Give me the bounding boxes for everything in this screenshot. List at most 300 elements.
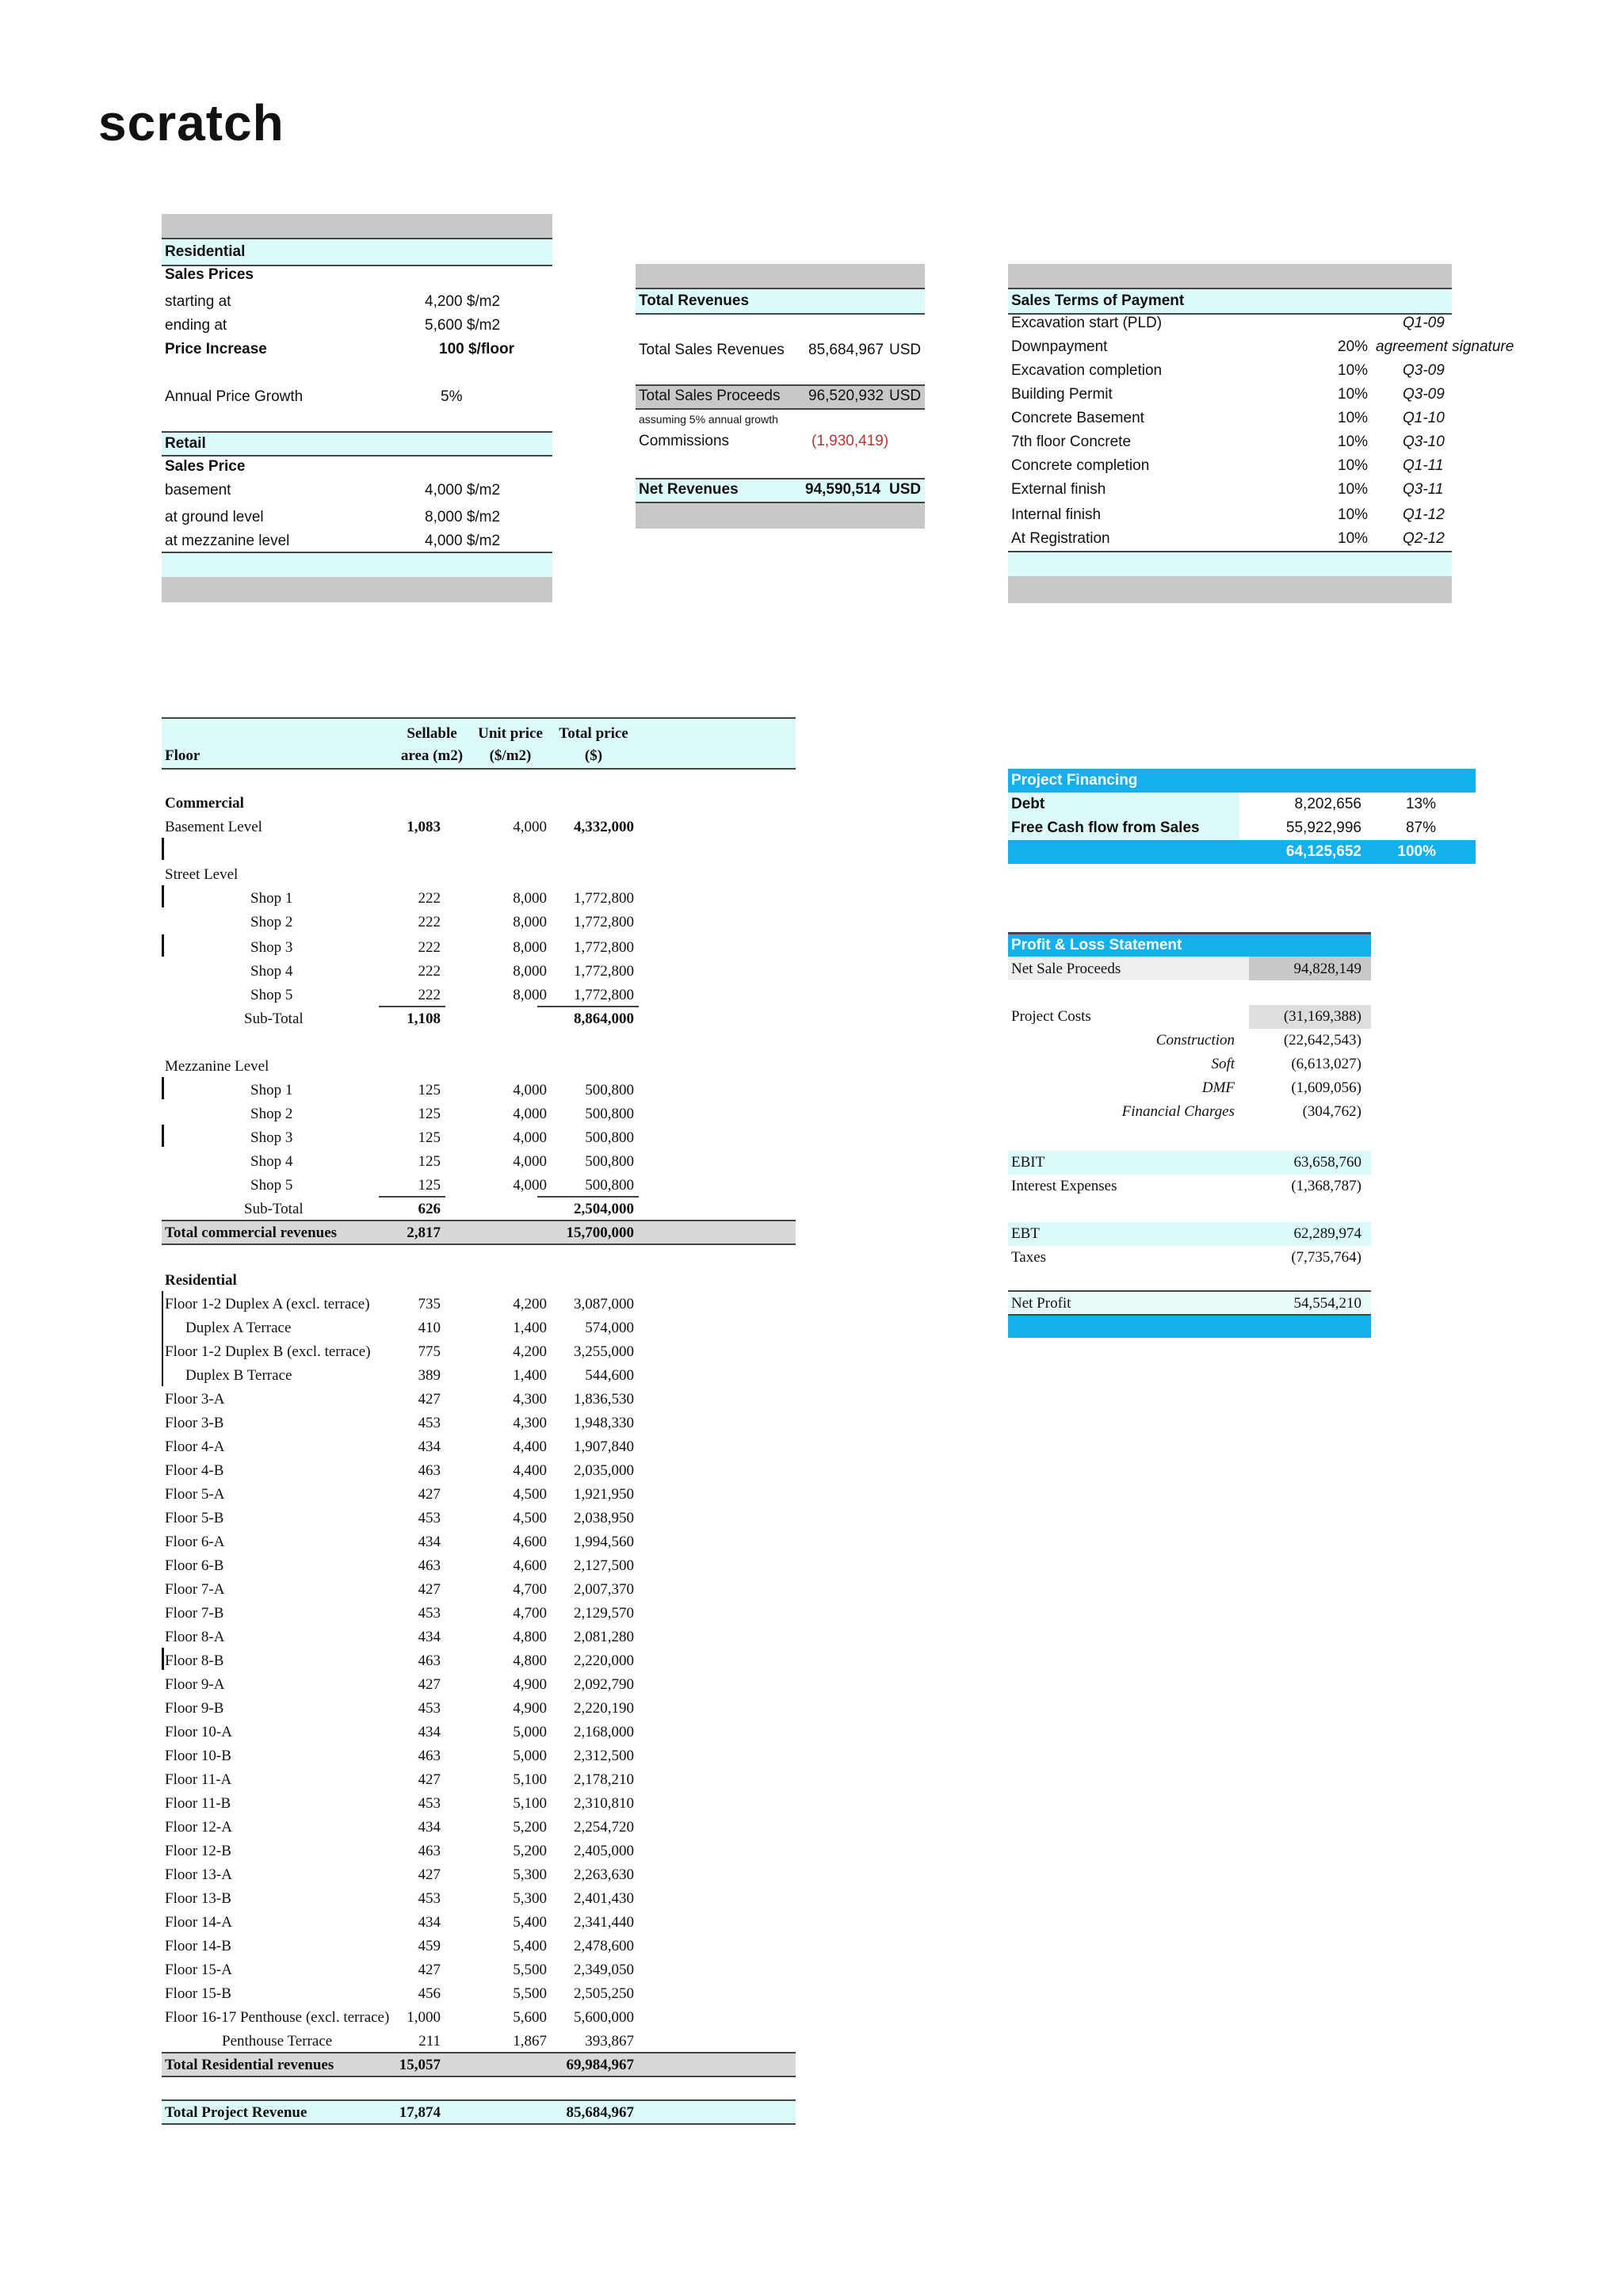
residential-floor-row-total: 2,035,000: [574, 1462, 634, 1479]
project-total-row-label: Total Project Revenue: [165, 2104, 307, 2121]
mezz-shop-row-label: Shop 1: [250, 1082, 293, 1098]
fcf-pct: 87%: [1405, 819, 1436, 836]
residential-floor-row-area: 427: [418, 1391, 441, 1408]
growth-label: Annual Price Growth: [165, 388, 304, 405]
residential-floor-row: [162, 1935, 796, 1958]
residential-floor-row-area: 463: [418, 1557, 441, 1574]
financing-total-value: 64,125,652: [1285, 843, 1361, 860]
residential-floor-row-unit: 5,100: [513, 1771, 547, 1788]
debt-value: 8,202,656: [1294, 796, 1361, 812]
commercial-total-row-area: 2,817: [407, 1224, 441, 1241]
sales-revenues-unit: USD: [889, 342, 922, 358]
payment-term-label: Building Permit: [1011, 386, 1113, 403]
pnl-panel: [1008, 932, 1371, 1341]
residential-floor-row: [162, 1293, 796, 1316]
retail-section-label: Retail: [165, 435, 206, 452]
residential-floor-row: [162, 1673, 796, 1697]
street-shop-row: [162, 887, 796, 911]
mezz-shop-row-area: 125: [418, 1129, 441, 1146]
commercial-total-row: [162, 1221, 796, 1245]
street-shop-row: [162, 936, 796, 960]
residential-floor-row-area: 427: [418, 1581, 441, 1598]
residential-floor-row-label: Floor 12-B: [165, 1843, 231, 1859]
residential-floor-row-total: 544,600: [585, 1367, 634, 1384]
residential-floor-row: [162, 1578, 796, 1602]
floor-header: Floor: [165, 747, 200, 764]
street-shop-row-unit: 8,000: [513, 939, 547, 956]
residential-floor-row-label: Floor 14-A: [165, 1914, 232, 1931]
taxes-label: Taxes: [1011, 1249, 1047, 1266]
mezz-shop-row-label: Shop 4: [250, 1153, 293, 1170]
residential-floor-row-label: Floor 10-B: [165, 1748, 231, 1764]
payment-term-label: Excavation start (PLD): [1011, 315, 1163, 331]
dmf-label: DMF: [1201, 1079, 1235, 1096]
mezz-shop-row: [162, 1079, 796, 1102]
mezz-shop-row-unit: 4,000: [513, 1106, 547, 1122]
residential-floor-row-unit: 4,500: [513, 1486, 547, 1503]
residential-floor-row-label: Floor 3-A: [165, 1391, 225, 1408]
street-shop-row-area: 222: [418, 963, 441, 980]
residential-floor-row-area: 434: [418, 1438, 441, 1455]
ebt-value: 62,289,974: [1293, 1225, 1361, 1242]
residential-floor-row-total: 2,178,210: [574, 1771, 634, 1788]
mezz-subtotal-row: [162, 1198, 796, 1221]
mezz-shop-row-label: Shop 3: [250, 1129, 293, 1146]
sales-prices-label: Sales Prices: [165, 266, 254, 283]
residential-section-label: Residential: [165, 243, 246, 260]
residential-floor-row-total: 2,310,810: [574, 1795, 634, 1812]
residential-floor-row-unit: 5,000: [513, 1724, 547, 1740]
residential-floor-row-unit: 5,300: [513, 1866, 547, 1883]
row-marker: [162, 934, 164, 957]
street-shop-row-area: 222: [418, 987, 441, 1003]
residential-floor-row-total: 2,263,630: [574, 1866, 634, 1883]
residential-floor-row-area: 1,000: [407, 2009, 441, 2026]
street-subtotal-row-total: 8,864,000: [574, 1010, 634, 1027]
row-marker: [162, 838, 164, 860]
residential-floor-row-label: Floor 13-B: [165, 1890, 231, 1907]
residential-floor-row: [162, 1958, 796, 1982]
residential-floor-row: [162, 1602, 796, 1626]
street-shop-row-total: 1,772,800: [574, 890, 634, 907]
financial-charges-value: (304,762): [1302, 1103, 1361, 1120]
street-shop-row-area: 222: [418, 890, 441, 907]
residential-floor-row-label: Floor 5-B: [165, 1510, 224, 1526]
street-shop-row-unit: 8,000: [513, 963, 547, 980]
residential-floor-row-label: Floor 7-A: [165, 1581, 225, 1598]
residential-floor-row-area: 463: [418, 1462, 441, 1479]
payment-term-when: Q2-12: [1403, 530, 1445, 547]
residential-floor-row-label: Floor 3-B: [165, 1415, 224, 1431]
residential-floor-row-unit: 4,700: [513, 1605, 547, 1622]
residential-floor-row-unit: 5,600: [513, 2009, 547, 2026]
street-shop-row: [162, 960, 796, 984]
residential-floor-row-total: 2,401,430: [574, 1890, 634, 1907]
basement-row-total: 4,332,000: [574, 819, 634, 835]
construction-value: (22,642,543): [1283, 1032, 1361, 1049]
row-marker: [162, 1291, 163, 1386]
residential-floor-row-unit: 4,800: [513, 1629, 547, 1645]
residential-floor-row-area: 453: [418, 1415, 441, 1431]
residential-floor-row-unit: 5,200: [513, 1819, 547, 1836]
residential-floor-row-area: 456: [418, 1985, 441, 2002]
residential-floor-row: [162, 1530, 796, 1554]
residential-floor-row-unit: 5,400: [513, 1914, 547, 1931]
residential-floor-row-unit: 4,800: [513, 1652, 547, 1669]
payment-term-pct: 10%: [1338, 410, 1369, 426]
commercial-section-label: Commercial: [165, 795, 244, 812]
unit-header-1: Unit price: [478, 725, 543, 742]
residential-floor-row-label: Duplex A Terrace: [185, 1320, 292, 1336]
mezz-shop-row: [162, 1126, 796, 1150]
residential-floor-row: [162, 1697, 796, 1721]
residential-floor-row-total: 2,312,500: [574, 1748, 634, 1764]
payment-term-label: 7th floor Concrete: [1011, 434, 1132, 450]
interest-label: Interest Expenses: [1011, 1178, 1117, 1194]
residential-floor-row-area: 735: [418, 1296, 441, 1312]
mezz-shop-row-unit: 4,000: [513, 1153, 547, 1170]
payment-term-pct: 10%: [1338, 530, 1369, 547]
residential-floor-row-label: Floor 6-A: [165, 1534, 225, 1550]
residential-floor-row: [162, 1768, 796, 1792]
payment-term-label: Internal finish: [1011, 506, 1102, 523]
residential-floor-row-total: 2,168,000: [574, 1724, 634, 1740]
residential-floor-row-area: 453: [418, 1700, 441, 1717]
ebit-value: 63,658,760: [1293, 1154, 1361, 1171]
residential-floor-row: [162, 1863, 796, 1887]
street-shop-row-label: Shop 4: [250, 963, 293, 980]
dmf-value: (1,609,056): [1291, 1079, 1361, 1096]
net-profit-value: 54,554,210: [1293, 1295, 1361, 1312]
price-increase-value: 100 $/floor: [439, 341, 515, 357]
pnl-header: Profit & Loss Statement: [1011, 937, 1182, 953]
residential-floor-row-total: 1,836,530: [574, 1391, 634, 1408]
residential-floor-row: [162, 1982, 796, 2006]
residential-floor-row-area: 427: [418, 1962, 441, 1978]
mezz-shop-row-total: 500,800: [585, 1177, 634, 1194]
basement-row: [162, 816, 796, 839]
table-rule: [162, 1244, 796, 1245]
residential-floor-row: [162, 1839, 796, 1863]
mezz-shop-row-label: Shop 2: [250, 1106, 293, 1122]
payment-term-when: agreement signature: [1376, 338, 1514, 355]
retail-sales-price-label: Sales Price: [165, 458, 246, 475]
residential-floor-row-total: 2,349,050: [574, 1962, 634, 1978]
payment-term-when: Q3-09: [1403, 362, 1445, 379]
starting-label: starting at: [165, 293, 231, 310]
residential-floor-row-area: 427: [418, 1866, 441, 1883]
row-marker: [162, 1125, 164, 1147]
residential-floor-row: [162, 1649, 796, 1673]
residential-floor-row-unit: 4,900: [513, 1676, 547, 1693]
payment-term-when: Q1-10: [1403, 410, 1445, 426]
debt-pct: 13%: [1405, 796, 1436, 812]
residential-floor-row-unit: 5,100: [513, 1795, 547, 1812]
residential-floor-row: [162, 1507, 796, 1530]
residential-floor-row-total: 2,220,190: [574, 1700, 634, 1717]
residential-floor-row-area: 463: [418, 1748, 441, 1764]
price-increase-label: Price Increase: [165, 341, 267, 357]
basement-label: basement: [165, 482, 231, 499]
mezz-shop-row: [162, 1174, 796, 1198]
sales-revenues-label: Total Sales Revenues: [639, 342, 785, 358]
residential-floor-row-unit: 1,400: [513, 1320, 547, 1336]
mezz-value: 4,000 $/m2: [425, 533, 501, 549]
sales-prices-panel: [162, 214, 552, 602]
residential-floor-row-unit: 5,200: [513, 1843, 547, 1859]
payment-term-when: Q1-12: [1403, 506, 1445, 523]
street-shop-row-area: 222: [418, 914, 441, 930]
residential-floor-row-label: Floor 11-B: [165, 1795, 231, 1812]
residential-floor-row-unit: 4,300: [513, 1391, 547, 1408]
residential-floor-row-area: 775: [418, 1343, 441, 1360]
street-shop-row: [162, 911, 796, 934]
row-marker: [162, 1077, 164, 1099]
financial-charges-label: Financial Charges: [1121, 1103, 1235, 1120]
mezzanine-section: [162, 1055, 796, 1079]
payment-term-label: Concrete Basement: [1011, 410, 1144, 426]
residential-floor-row-total: 2,092,790: [574, 1676, 634, 1693]
commissions-label: Commissions: [639, 433, 730, 449]
payment-term-label: Concrete completion: [1011, 457, 1150, 474]
payment-terms-header: Sales Terms of Payment: [1011, 292, 1185, 309]
mezz-shop-row-area: 125: [418, 1177, 441, 1194]
sales-proceeds-value: 96,520,932: [808, 388, 884, 404]
residential-floor-row-total: 393,867: [585, 2033, 634, 2050]
residential-floor-row-area: 453: [418, 1795, 441, 1812]
residential-floor-row-unit: 4,600: [513, 1534, 547, 1550]
soft-value: (6,613,027): [1291, 1056, 1361, 1072]
mezz-shop-row-area: 125: [418, 1082, 441, 1098]
residential-floor-row-label: Floor 7-B: [165, 1605, 224, 1622]
payment-term-pct: 10%: [1338, 506, 1369, 523]
residential-floor-row-area: 434: [418, 1724, 441, 1740]
mezz-shop-row-unit: 4,000: [513, 1082, 547, 1098]
residential-floor-row-label: Floor 15-A: [165, 1962, 232, 1978]
residential-floor-row-total: 2,038,950: [574, 1510, 634, 1526]
project-total-row-total: 85,684,967: [566, 2104, 634, 2121]
payment-term-when: Q1-09: [1403, 315, 1445, 331]
residential-floor-row-total: 574,000: [585, 1320, 634, 1336]
residential-floor-row-label: Floor 13-A: [165, 1866, 232, 1883]
ending-value: 5,600 $/m2: [425, 317, 501, 334]
mezz-shop-row-area: 125: [418, 1106, 441, 1122]
mezz-label: at mezzanine level: [165, 533, 290, 549]
basement-row-area: 1,083: [407, 819, 441, 835]
area-header-2: area (m2): [400, 747, 464, 764]
residential-floor-row-area: 434: [418, 1819, 441, 1836]
basement-row-label: Basement Level: [165, 819, 262, 835]
residential-floor-row-unit: 4,300: [513, 1415, 547, 1431]
financing-total-pct: 100%: [1397, 843, 1436, 860]
ending-label: ending at: [165, 317, 227, 334]
residential-floor-row-total: 2,220,000: [574, 1652, 634, 1669]
residential-floor-row-area: 453: [418, 1510, 441, 1526]
residential-floor-row-unit: 5,500: [513, 1962, 547, 1978]
street-shop-row: [162, 984, 796, 1007]
soft-label: Soft: [1211, 1056, 1235, 1072]
street-level-section-label: Street Level: [165, 866, 239, 883]
fcf-label: Free Cash flow from Sales: [1011, 819, 1200, 836]
net-sale-label: Net Sale Proceeds: [1011, 961, 1121, 977]
unit-header-2: ($/m2): [489, 747, 532, 764]
residential-floor-row-total: 2,341,440: [574, 1914, 634, 1931]
residential-floor-row-label: Floor 6-B: [165, 1557, 224, 1574]
residential-floor-row: [162, 1435, 796, 1459]
debt-label: Debt: [1011, 796, 1045, 812]
basement-value: 4,000 $/m2: [425, 482, 501, 499]
residential-floor-row: [162, 1816, 796, 1839]
payment-term-pct: 10%: [1338, 386, 1369, 403]
payment-term-when: Q1-11: [1403, 457, 1444, 474]
street-shop-row-label: Shop 3: [250, 939, 293, 956]
table-rule: [162, 2123, 796, 2125]
payment-term-pct: 10%: [1338, 457, 1369, 474]
mezz-subtotal-row-label: Sub-Total: [244, 1201, 304, 1217]
ground-value: 8,000 $/m2: [425, 509, 501, 525]
residential-floor-row-label: Penthouse Terrace: [222, 2033, 333, 2050]
street-shop-row-total: 1,772,800: [574, 963, 634, 980]
residential-floor-row-unit: 4,600: [513, 1557, 547, 1574]
residential-floor-row-unit: 5,400: [513, 1938, 547, 1954]
residential-floor-row-total: 1,907,840: [574, 1438, 634, 1455]
payment-term-pct: 10%: [1338, 362, 1369, 379]
street-subtotal-row: [162, 1007, 796, 1031]
residential-floor-row-area: 453: [418, 1890, 441, 1907]
residential-floor-row: [162, 1721, 796, 1744]
street-shop-row-area: 222: [418, 939, 441, 956]
financing-header: Project Financing: [1011, 772, 1138, 789]
residential-floor-row-area: 453: [418, 1605, 441, 1622]
residential-floor-row: [162, 1554, 796, 1578]
basement-row-unit: 4,000: [513, 819, 547, 835]
sales-proceeds-label: Total Sales Proceeds: [639, 388, 781, 404]
street-shop-row-total: 1,772,800: [574, 987, 634, 1003]
project-total-row: [162, 2101, 796, 2125]
financing-panel: [1008, 769, 1476, 864]
residential-floor-row-unit: 1,400: [513, 1367, 547, 1384]
page-title: scratch: [98, 94, 285, 151]
commercial-total-row-total: 15,700,000: [566, 1224, 634, 1241]
residential-floor-row-total: 2,505,250: [574, 1985, 634, 2002]
revenues-header: Total Revenues: [639, 292, 750, 309]
residential-floor-row: [162, 1792, 796, 1816]
street-subtotal-row-label: Sub-Total: [244, 1010, 304, 1027]
residential-floor-row-unit: 4,900: [513, 1700, 547, 1717]
residential-floor-row-area: 463: [418, 1652, 441, 1669]
residential-floor-row-label: Floor 5-A: [165, 1486, 225, 1503]
net-sale-value: 94,828,149: [1293, 961, 1361, 977]
residential-floor-row: [162, 1911, 796, 1935]
street-subtotal-row-area: 1,108: [407, 1010, 441, 1027]
table-rule: [162, 2076, 796, 2077]
residential-floor-row-unit: 4,400: [513, 1462, 547, 1479]
payment-terms-panel: [1008, 264, 1514, 603]
starting-value: 4,200 $/m2: [425, 293, 501, 310]
commercial-total-row-label: Total commercial revenues: [165, 1224, 338, 1241]
commissions-value: (1,930,419): [812, 433, 889, 449]
street-level-section: [162, 863, 796, 887]
floor-price-table: [162, 717, 796, 2128]
residential-floor-row-area: 434: [418, 1629, 441, 1645]
payment-term-when: Q3-10: [1403, 434, 1445, 450]
residential-floor-row: [162, 1483, 796, 1507]
residential-floor-row: [162, 1459, 796, 1483]
street-shop-row-label: Shop 2: [250, 914, 293, 930]
residential-floor-row-label: Floor 4-B: [165, 1462, 224, 1479]
ebt-label: EBT: [1011, 1225, 1040, 1242]
residential-total-row-area: 15,057: [399, 2057, 441, 2073]
residential-floor-row-unit: 4,200: [513, 1296, 547, 1312]
payment-term-when: Q3-09: [1403, 386, 1445, 403]
residential-floor-row-area: 427: [418, 1676, 441, 1693]
mezz-shop-row-total: 500,800: [585, 1106, 634, 1122]
growth-value: 5%: [441, 388, 463, 405]
residential-floor-row-label: Floor 4-A: [165, 1438, 225, 1455]
residential-floor-row: [162, 1316, 796, 1340]
residential-floor-row: [162, 2030, 796, 2053]
payment-term-label: Excavation completion: [1011, 362, 1163, 379]
residential-floor-row-label: Duplex B Terrace: [185, 1367, 292, 1384]
residential-floor-row-label: Floor 8-B: [165, 1652, 224, 1669]
residential-floor-row-total: 1,948,330: [574, 1415, 634, 1431]
residential-floor-row-total: 2,127,500: [574, 1557, 634, 1574]
residential-floor-row-area: 427: [418, 1771, 441, 1788]
mezz-shop-row-total: 500,800: [585, 1153, 634, 1170]
total-header-1: Total price: [559, 725, 628, 742]
payment-term-pct: 10%: [1338, 481, 1369, 498]
residential-floor-row-label: Floor 12-A: [165, 1819, 232, 1836]
residential-floor-row-unit: 4,500: [513, 1510, 547, 1526]
residential-floor-row-label: Floor 11-A: [165, 1771, 232, 1788]
residential-floor-row: [162, 1412, 796, 1435]
mezz-shop-row-area: 125: [418, 1153, 441, 1170]
residential-floor-row-label: Floor 15-B: [165, 1985, 231, 2002]
mezz-shop-row-unit: 4,000: [513, 1129, 547, 1146]
street-shop-row-unit: 8,000: [513, 914, 547, 930]
residential-floor-row-unit: 5,300: [513, 1890, 547, 1907]
net-revenues-label: Net Revenues: [639, 481, 739, 498]
residential-floor-row-total: 3,255,000: [574, 1343, 634, 1360]
residential-floor-row: [162, 1340, 796, 1364]
residential-floor-row-total: 2,129,570: [574, 1605, 634, 1622]
street-shop-row-total: 1,772,800: [574, 914, 634, 930]
residential-section: [162, 1269, 796, 1293]
project-costs-value: (31,169,388): [1283, 1008, 1361, 1025]
net-revenues-value: 94,590,514: [805, 481, 881, 498]
residential-floor-row-unit: 1,867: [513, 2033, 547, 2050]
residential-floor-row-label: Floor 1-2 Duplex A (excl. terrace): [165, 1296, 370, 1312]
residential-floor-row: [162, 2006, 796, 2030]
residential-floor-row: [162, 1744, 796, 1768]
mezz-shop-row: [162, 1102, 796, 1126]
row-marker: [162, 1648, 164, 1670]
residential-floor-row-total: 2,478,600: [574, 1938, 634, 1954]
residential-floor-row-label: Floor 1-2 Duplex B (excl. terrace): [165, 1343, 371, 1360]
payment-term-when: Q3-11: [1403, 481, 1444, 498]
payment-term-label: Downpayment: [1011, 338, 1108, 355]
mezz-shop-row-total: 500,800: [585, 1082, 634, 1098]
sales-proceeds-unit: USD: [889, 388, 922, 404]
residential-floor-row-total: 2,081,280: [574, 1629, 634, 1645]
residential-floor-row-total: 5,600,000: [574, 2009, 634, 2026]
mezz-shop-row-total: 500,800: [585, 1129, 634, 1146]
residential-floor-row-unit: 4,400: [513, 1438, 547, 1455]
residential-floor-row-area: 410: [418, 1320, 441, 1336]
residential-floor-row-label: Floor 14-B: [165, 1938, 231, 1954]
payment-term-pct: 20%: [1338, 338, 1369, 355]
construction-label: Construction: [1155, 1032, 1235, 1049]
